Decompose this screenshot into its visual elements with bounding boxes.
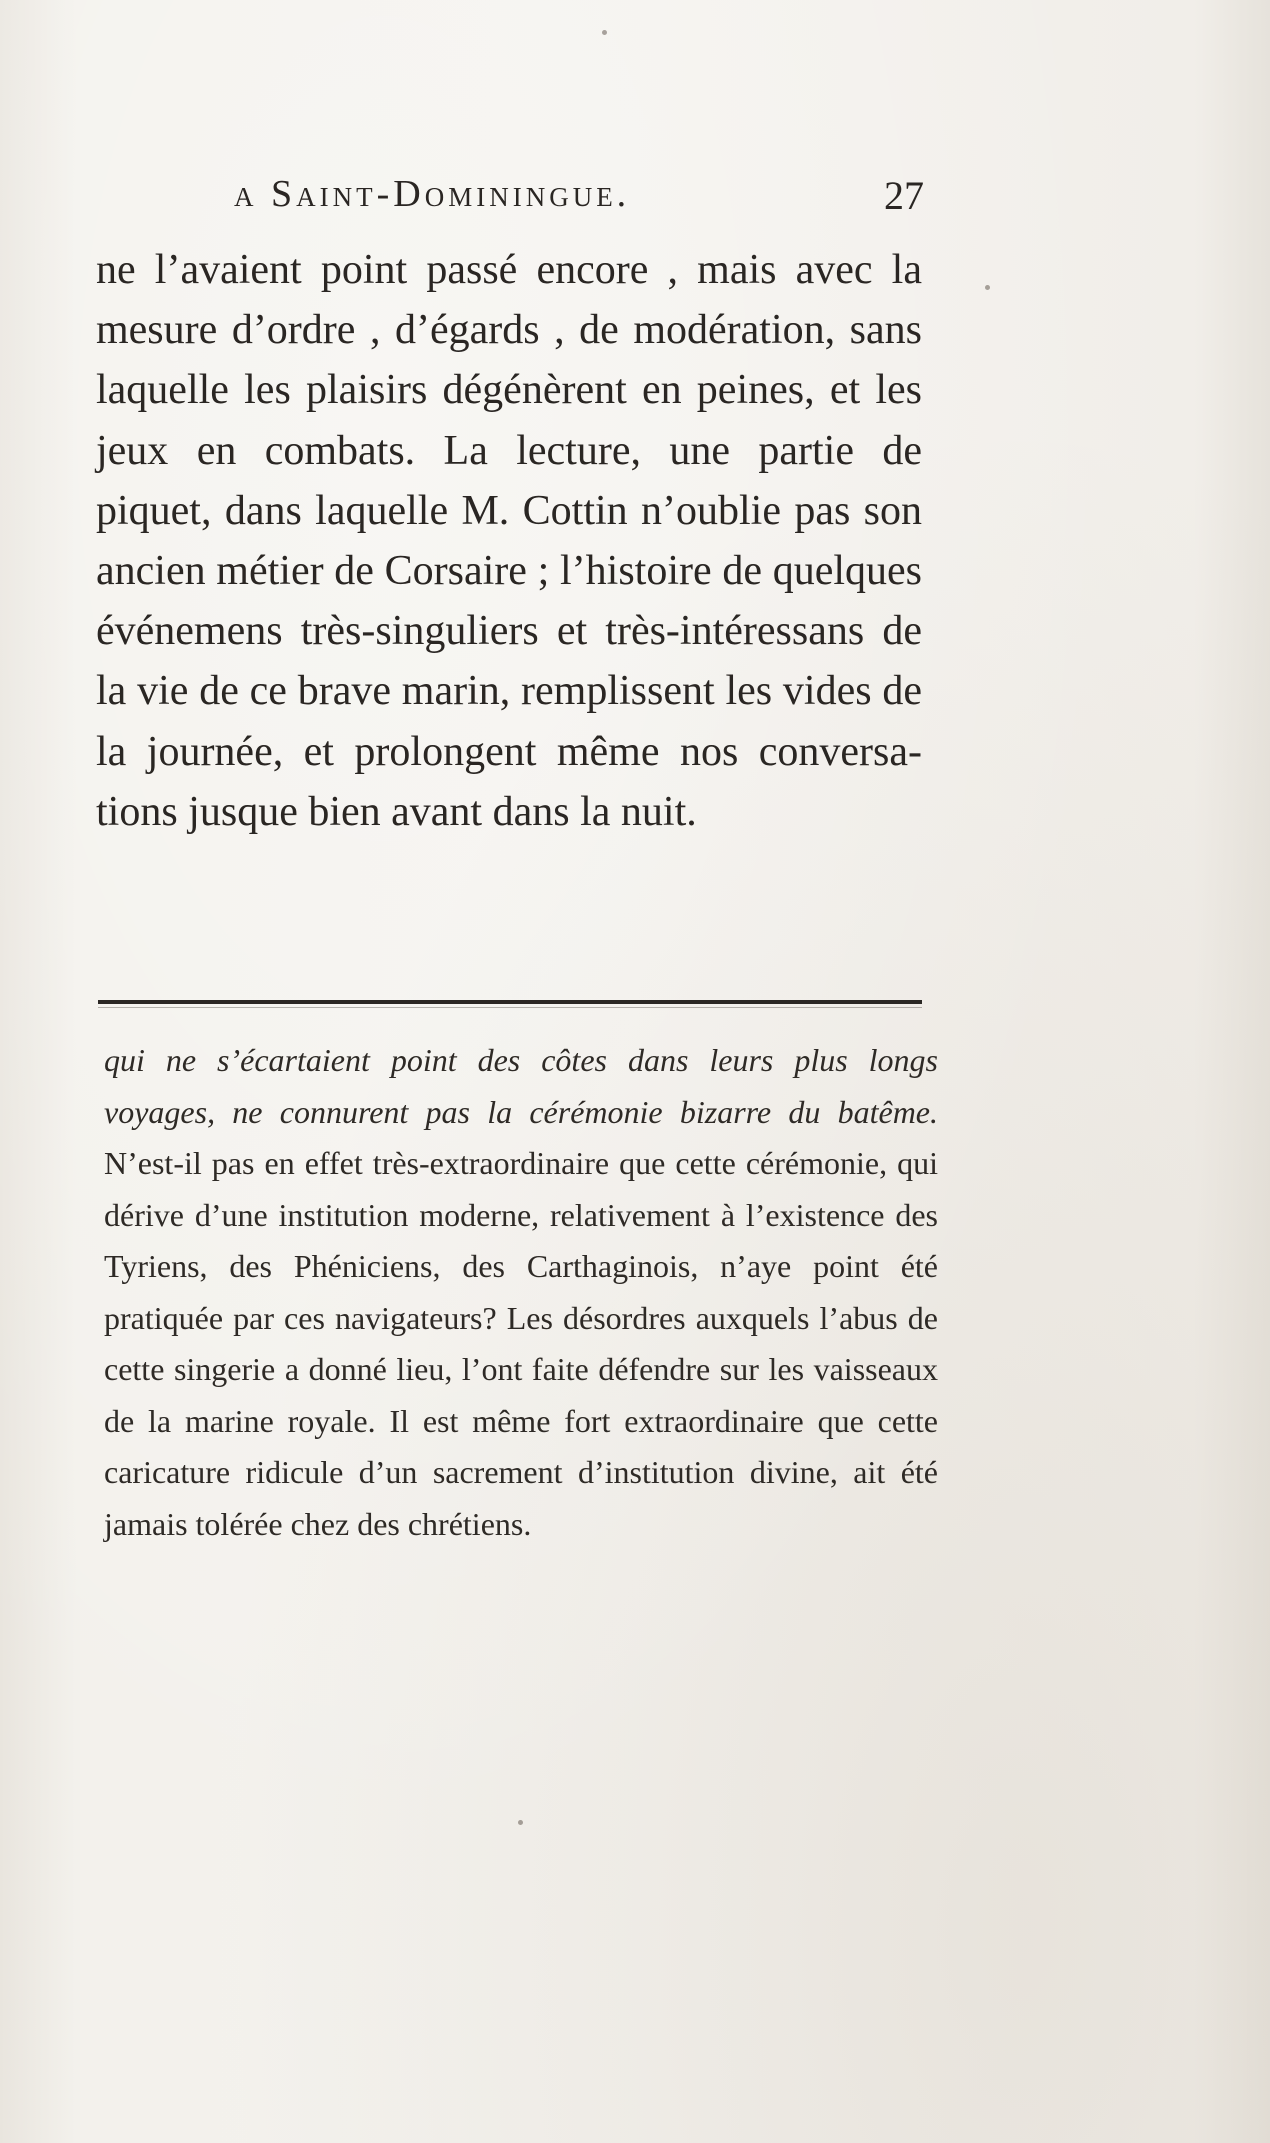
running-title: a Saint-Dominingue. xyxy=(234,173,631,215)
page-header xyxy=(234,172,924,228)
footnote-paragraph xyxy=(104,1035,938,1550)
footnote-italic-text: qui ne s’écartaient point des côtes dans leurs plus longs voyages, ne connurent pas la cérémonie bizarre du batême. xyxy=(104,1042,938,1130)
footnote-roman-text: N’est-il pas en effet très-extraordinaire que cette cérémonie, qui dérive d’une institution moderne, relativement à l’existence des Tyriens, des Phéniciens, des Carthaginois, n’aye point été pratiquée par ces navigateurs? Les désordres auxquels l’abus de cette singerie a donné lieu, l’ont faite défendre sur les vaisseaux de la marine royale. Il est même fort extraordinaire que cette caricature ridicule d’un sacrement d’institution divine, ait été jamais tolérée chez des chrétiens. xyxy=(104,1145,938,1542)
main-text-paragraph: ne l’avaient point passé encore , mais avec la mesure d’ordre , d’égards , de modération, sans laquelle les plaisirs dégénèrent en peines, et les jeux en combats. La lecture, une partie de piquet, dans laquelle M. Cottin n’oublie pas son ancien métier de Corsaire ; l’histoire de quelques événemens très-singuliers et très-intéressans de la vie de ce brave marin, remplissent les vides de la journée, et prolongent même nos conversations jusque bien avant dans la nuit. xyxy=(96,247,922,835)
paper-speck xyxy=(518,1820,523,1825)
paper-speck xyxy=(985,285,990,290)
footnote-separator-rule xyxy=(98,1000,922,1004)
page-number: 27 xyxy=(884,173,924,218)
paper-speck xyxy=(602,30,607,35)
